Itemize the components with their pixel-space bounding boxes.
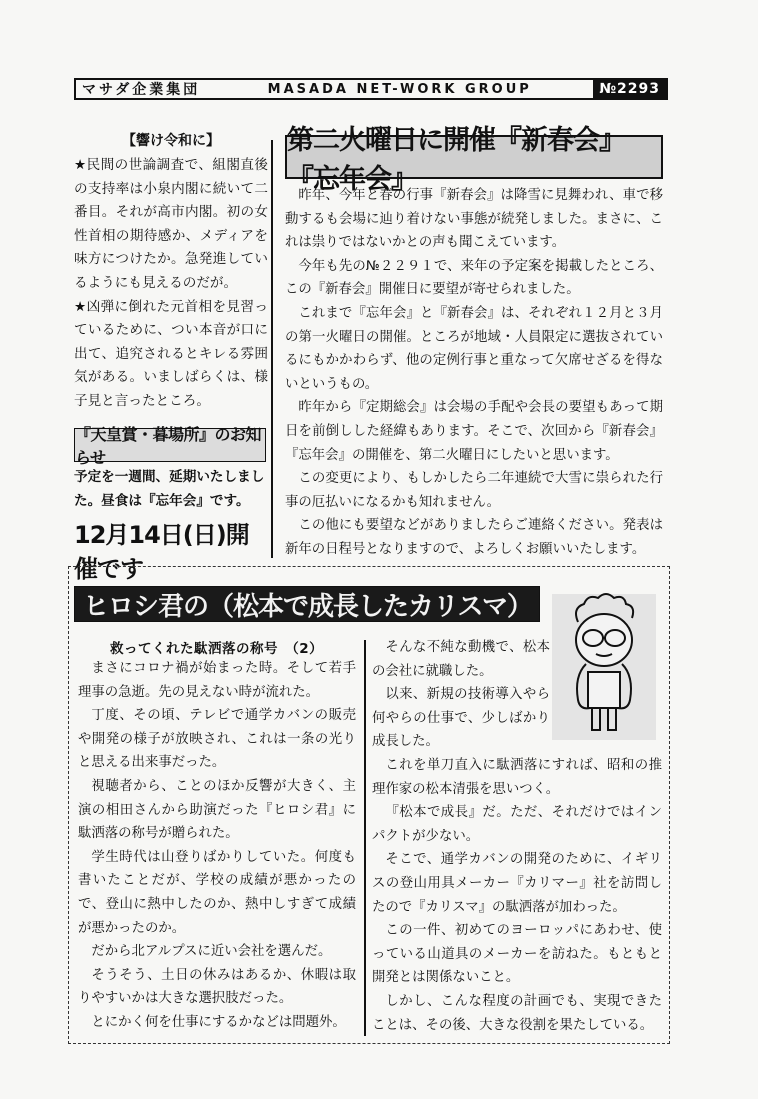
series-paragraph: 視聴者から、ことのほか反響が大きく、主演の相田さんから助演だった『ヒロシ君』に駄洒落の称号が贈られた。 bbox=[78, 778, 356, 842]
editorial-column bbox=[74, 130, 268, 414]
editorial-paragraph: ★民間の世論調査で、組閣直後の支持率は小泉内閣に続いて二番目。それが高市内閣。初の女性首相の期待感か、メディアを味方につけたか。急発進しているようにも見えるのだが。 bbox=[74, 157, 268, 291]
series-paragraph: そうそう、土日の休みはあるか、休暇は取りやすいかは大きな選択肢だった。 bbox=[78, 967, 356, 1007]
series-paragraph: これを単刀直入に駄洒落にすれば、昭和の推理作家の松本清張を思いつく。 bbox=[372, 757, 662, 797]
article-paragraph: 昨年から『定期総会』は会場の手配や会長の要望もあって期日を前倒しした経緯もあります。そこで、次回から『新春会』『忘年会』の開催を、第二火曜日にしたいと思います。 bbox=[285, 400, 663, 463]
column-divider bbox=[271, 140, 273, 558]
series-paragraph: 以来、新規の技術導入やら何やらの仕事で、少しばかり成長した。 bbox=[372, 687, 550, 750]
main-article-body bbox=[285, 184, 663, 562]
notice-title: 『天皇賞・暮場所』のお知らせ bbox=[74, 428, 266, 462]
notice-date: 12月14日(日)開催です bbox=[74, 521, 249, 583]
article-paragraph: 今年も先の№２２９１で、来年の予定案を掲載したところ、この『新春会』開催日に要望が寄せられました。 bbox=[285, 258, 663, 298]
masthead bbox=[74, 78, 668, 100]
notice-text: 予定を一週間、延期いたしました。昼食は『忘年会』です。 bbox=[74, 469, 265, 509]
series-paragraph: とにかく何を仕事にするかなどは問題外。 bbox=[91, 1014, 346, 1030]
issue-number: №2293 bbox=[593, 80, 666, 98]
series-paragraph: 丁度、その頃、テレビで通学カバンの販売や開発の様子が放映され、これは一条の光りと思える出来事だった。 bbox=[78, 708, 356, 771]
article-paragraph: この変更により、もしかしたら二年連続で大雪に祟られた行事の厄払いになるかも知れません。 bbox=[285, 471, 663, 510]
editorial-heading: 【響け令和に】 bbox=[122, 133, 220, 149]
editorial-paragraph: ★凶弾に倒れた元首相を見習っているために、つい本音が口に出て、追究されるとキレる雰囲気がある。いましばらくは、様子見と言ったところ。 bbox=[74, 298, 268, 409]
series-paragraph: この一件、初めてのヨーロッパにあわせ、使っている山道具のメーカーを訪ねた。もともと開発とは関係ないこと。 bbox=[372, 923, 662, 986]
main-article-title: 第二火曜日に開催『新春会』『忘年会』 bbox=[285, 135, 663, 179]
series-paragraph: そこで、通学カバンの開発のために、イギリスの登山用具メーカー『カリマー』社を訪問したので『カリスマ』の駄洒落が加わった。 bbox=[372, 852, 662, 915]
series-subtitle: 救ってくれた駄洒落の称号 （2） bbox=[110, 641, 324, 657]
series-paragraph: だから北アルプスに近い会社を選んだ。 bbox=[91, 944, 332, 960]
masthead-group-name: マサダ企業集団 bbox=[82, 82, 201, 98]
series-paragraph: 『松本で成長』だ。ただ、それだけではインパクトが少ない。 bbox=[372, 805, 662, 844]
article-paragraph: この他にも要望などがありましたらご連絡ください。発表は新年の日程号となりますので、よろしくお願いいたします。 bbox=[285, 518, 663, 557]
series-banner: ヒロシ君の（松本で成長したカリスマ） bbox=[74, 586, 540, 622]
series-narrow-block bbox=[372, 636, 550, 754]
series-right-column bbox=[372, 636, 662, 1037]
series-column-divider bbox=[364, 640, 366, 1036]
series-paragraph: まさにコロナ禍が始まった時。そして若手理事の急逝。先の見えない時が流れた。 bbox=[78, 661, 356, 700]
series-paragraph: しかし、こんな程度の計画でも、実現できたことは、その後、大きな役割を果たしている。 bbox=[372, 993, 662, 1033]
series-left-column bbox=[78, 657, 356, 1035]
series-paragraph: そんな不純な動機で、松本の会社に就職した。 bbox=[372, 640, 550, 679]
article-paragraph: これまで『忘年会』と『新春会』は、それぞれ１２月と３月の第一火曜日の開催。ところが地域・人員限定に選抜されているにもかかわらず、他の定例行事と重なって欠席せざるを得ないというもの。 bbox=[285, 305, 663, 392]
article-paragraph: 昨年、今年と春の行事『新春会』は降雪に見舞われ、車で移動するも会場に辿り着けない事態が続発しました。まさに、これは祟りではないかとの声も聞こえています。 bbox=[285, 188, 663, 251]
series-paragraph: 学生時代は山登りばかりしていた。何度も書いたことだが、学校の成績が悪かったので、登山に熱中したのか、熱中しすぎて成績が悪かったのか。 bbox=[78, 849, 356, 936]
masthead-english-name: MASADA NET-WORK GROUP bbox=[267, 81, 532, 97]
